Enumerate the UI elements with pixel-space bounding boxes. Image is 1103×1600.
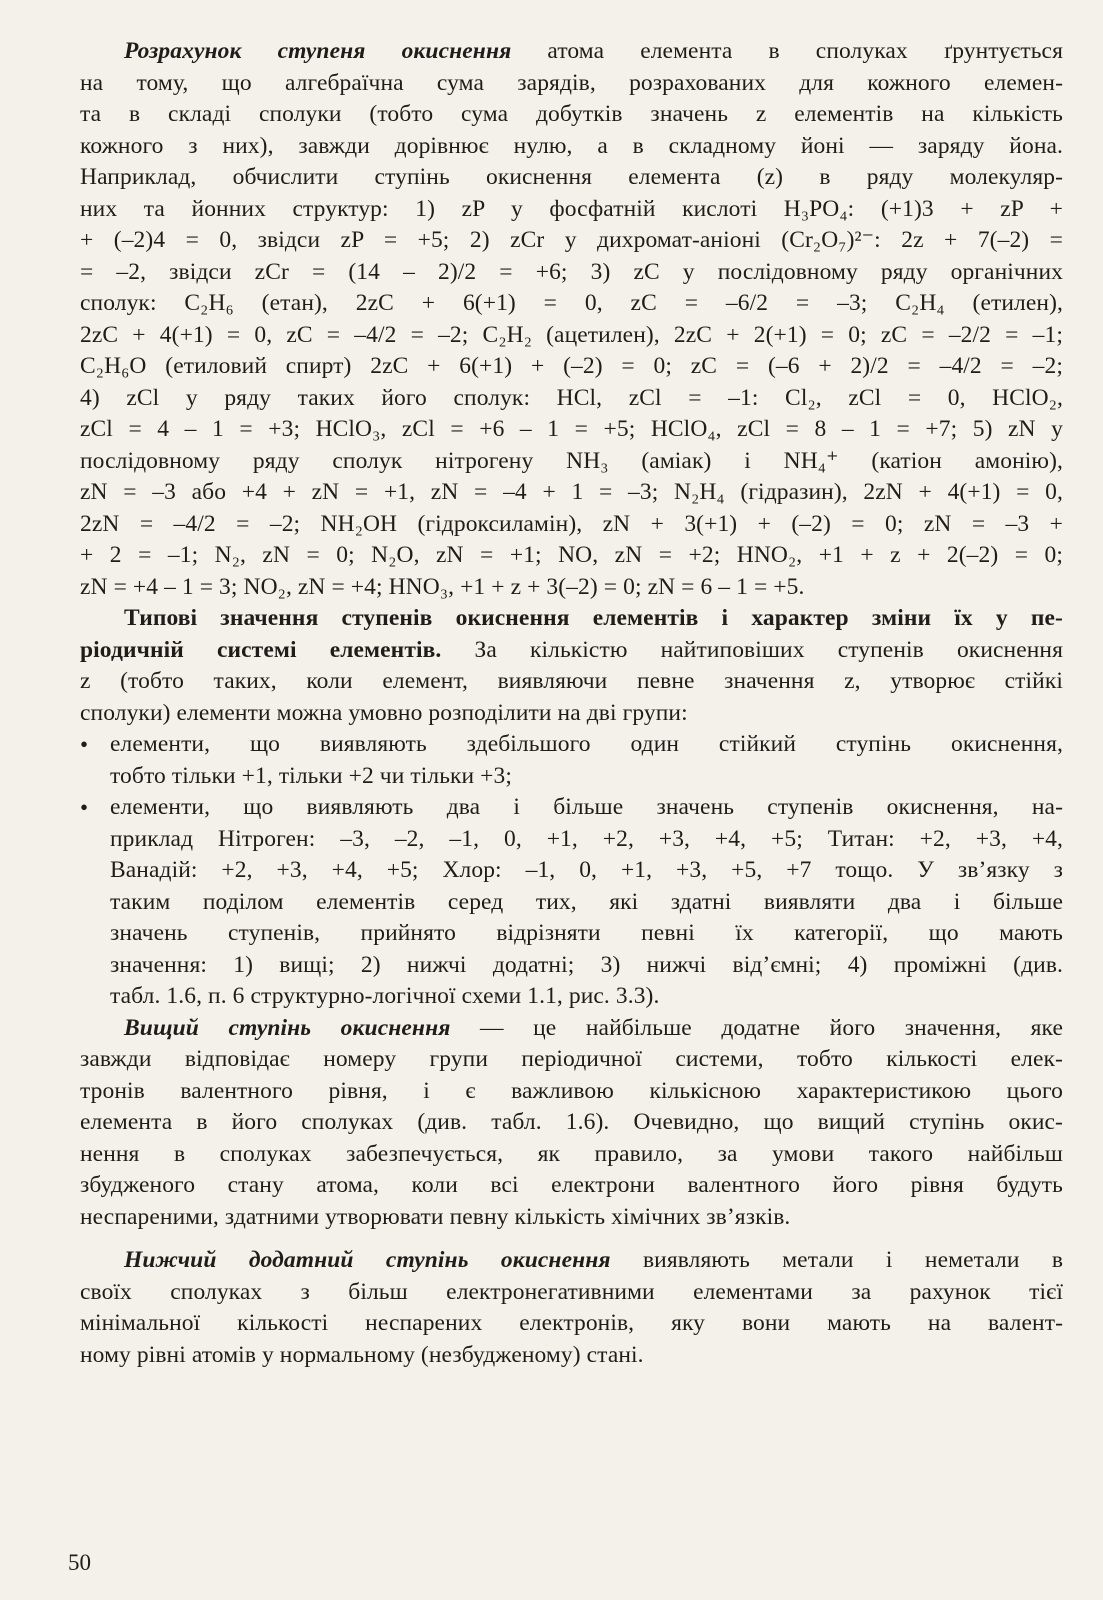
text-line: z (тобто таких, коли елемент, виявляючи певне значення z, утворює стійкі xyxy=(80,668,1063,694)
bullet-icon: • xyxy=(80,732,89,757)
text-line: та в складі сполуки (тобто сума добутків значень z елементів на кількість xyxy=(80,101,1063,127)
bullet-icon: • xyxy=(80,795,89,820)
text-line: = –2, звідси zCr = (14 – 2)/2 = +6; 3) zC у послідовному ряду органічних xyxy=(80,258,1063,285)
paragraph-lowest-positive xyxy=(80,1245,1063,1371)
page-number: 50 xyxy=(68,1550,91,1575)
text-line: збудженого стану атома, коли всі електрони валентного його рівня будуть xyxy=(80,1172,1063,1198)
text-line: елементи, що виявляють два і більше значень ступенів окиснення, на- xyxy=(110,794,1063,820)
text-line: послідовному ряду сполук нітрогену NH₃ (аміак) і NH₄⁺ (катіон амонію), xyxy=(80,447,1063,474)
paragraph-highest-oxidation xyxy=(80,1013,1063,1234)
section-heading: Типові значення ступенів окиснення елементів і характер зміни їх у пе- xyxy=(124,605,1063,631)
text-line: неспареними, здатними утворювати певну кількість хімічних зв’язків. xyxy=(80,1203,791,1230)
text-line: кожного з них), завжди дорівнює нулю, а в складному йоні — заряду йона. xyxy=(80,132,1063,159)
text-line: сполуки) елементи можна умовно розподілити на дві групи: xyxy=(80,699,688,726)
text-line xyxy=(80,36,1063,68)
text-line: таким поділом елементів серед тих, які здатні виявляти два і більше xyxy=(110,888,1063,915)
text-span: атома елемента в сполуках ґрунтується xyxy=(511,38,1063,64)
text-span: За кількістю найтиповіших ступенів окиснення xyxy=(441,636,1063,663)
text-line: ному рівні атомів у нормальному (незбудженому) стані. xyxy=(80,1341,644,1368)
paragraph-typical-values xyxy=(80,603,1063,729)
text-line: елемента в його сполуках (див. табл. 1.6). Очевидно, що вищий ступінь окис- xyxy=(80,1109,1063,1135)
term-oxidation-calculation: Розрахунок ступеня окиснення xyxy=(124,38,512,64)
term-highest-oxidation: Вищий ступінь окиснення xyxy=(124,1014,451,1041)
text-line: zN = –3 або +4 + zN = +1, zN = –4 + 1 = –3; N₂H₄ (гідразин), 2zN + 4(+1) = 0, xyxy=(80,479,1063,505)
text-line: значення: 1) вищі; 2) нижчі додатні; 3) нижчі від’ємні; 4) проміжні (див. xyxy=(110,951,1063,978)
list-item xyxy=(80,792,1063,1013)
text-line: них та йонних структур: 1) zP у фосфатній кислоті H₃PO₄: (+1)3 + zP + xyxy=(80,195,1063,222)
text-line xyxy=(80,1013,1063,1045)
text-line: + (–2)4 = 0, звідси zP = +5; 2) zCr у дихромат-аніоні (Cr₂O₇)²⁻: 2z + 7(–2) = xyxy=(80,227,1063,253)
text-line: мінімальної кількості неспарених електронів, яку вони мають на валент- xyxy=(80,1310,1063,1336)
bullet-list xyxy=(80,729,1063,1013)
text-line: тобто тільки +1, тільки +2 чи тільки +3; xyxy=(110,762,513,789)
text-line: табл. 1.6, п. 6 структурно-логічної схеми 1.1, рис. 3.3). xyxy=(110,983,660,1009)
section-heading-end: ріодичній системі елементів. xyxy=(80,636,442,663)
text-line: завжди відповідає номеру групи періодичної системи, тобто кількості елек- xyxy=(80,1046,1063,1072)
text-line: 2zN = –4/2 = –2; NH₂OH (гідроксиламін), zN + 3(+1) + (–2) = 0; zN = –3 + xyxy=(80,510,1063,537)
text-line: тронів валентного рівня, і є важливою кількісною характеристикою цього xyxy=(80,1077,1063,1104)
text-span: — це найбільше додатне його значення, яке xyxy=(450,1014,1063,1041)
text-line: приклад Нітроген: –3, –2, –1, 0, +1, +2, +3, +4, +5; Титан: +2, +3, +4, xyxy=(110,825,1063,852)
text-span: виявляють метали і неметали в xyxy=(610,1247,1063,1273)
text-line: 2zC + 4(+1) = 0, zC = –4/2 = –2; C₂H₂ (ацетилен), 2zC + 2(+1) = 0; zC = –2/2 = –1; xyxy=(80,321,1063,348)
text-line: сполук: C₂H₆ (етан), 2zC + 6(+1) = 0, zC = –6/2 = –3; C₂H₄ (етилен), xyxy=(80,290,1063,316)
text-line: Наприклад, обчислити ступінь окиснення елемента (z) в ряду молекуляр- xyxy=(80,164,1063,190)
text-line: нення в сполуках забезпечується, як правило, за умови такого найбільш xyxy=(80,1140,1063,1167)
text-line: C₂H₆O (етиловий спирт) 2zC + 6(+1) + (–2) = 0; zC = (–6 + 2)/2 = –4/2 = –2; xyxy=(80,353,1063,379)
text-line: zN = +4 – 1 = 3; NO₂, zN = +4; HNO₃, +1 + z + 3(–2) = 0; zN = 6 – 1 = +5. xyxy=(80,573,805,600)
text-line: елементи, що виявляють здебільшого один стійкий ступінь окиснення, xyxy=(110,731,1063,757)
text-line xyxy=(80,635,1063,667)
paragraph-oxidation-calculation xyxy=(80,36,1063,603)
term-lowest-positive: Нижчий додатний ступінь окиснення xyxy=(124,1247,611,1273)
text-line: своїх сполуках з більш електронегативними елементами за рахунок тієї xyxy=(80,1278,1063,1305)
text-line: + 2 = –1; N₂, zN = 0; N₂O, zN = +1; NO, zN = +2; HNO₂, +1 + z + 2(–2) = 0; xyxy=(80,542,1063,568)
text-line: на тому, що алгебраїчна сума зарядів, розрахованих для кожного елемен- xyxy=(80,69,1063,96)
text-line xyxy=(80,1245,1063,1277)
text-line: Ванадій: +2, +3, +4, +5; Хлор: –1, 0, +1, +3, +5, +7 тощо. У зв’язку з xyxy=(110,857,1063,883)
list-item xyxy=(80,729,1063,792)
paragraph-gap xyxy=(80,1233,1063,1245)
text-line: значень ступенів, прийнято відрізняти певні їх категорії, що мають xyxy=(110,920,1063,946)
text-line: zCl = 4 – 1 = +3; HClO₃, zCl = +6 – 1 = +5; HClO₄, zCl = 8 – 1 = +7; 5) zN у xyxy=(80,416,1063,442)
text-line: 4) zCl у ряду таких його сполук: HCl, zCl = –1: Cl₂, zCl = 0, HClO₂, xyxy=(80,384,1063,411)
